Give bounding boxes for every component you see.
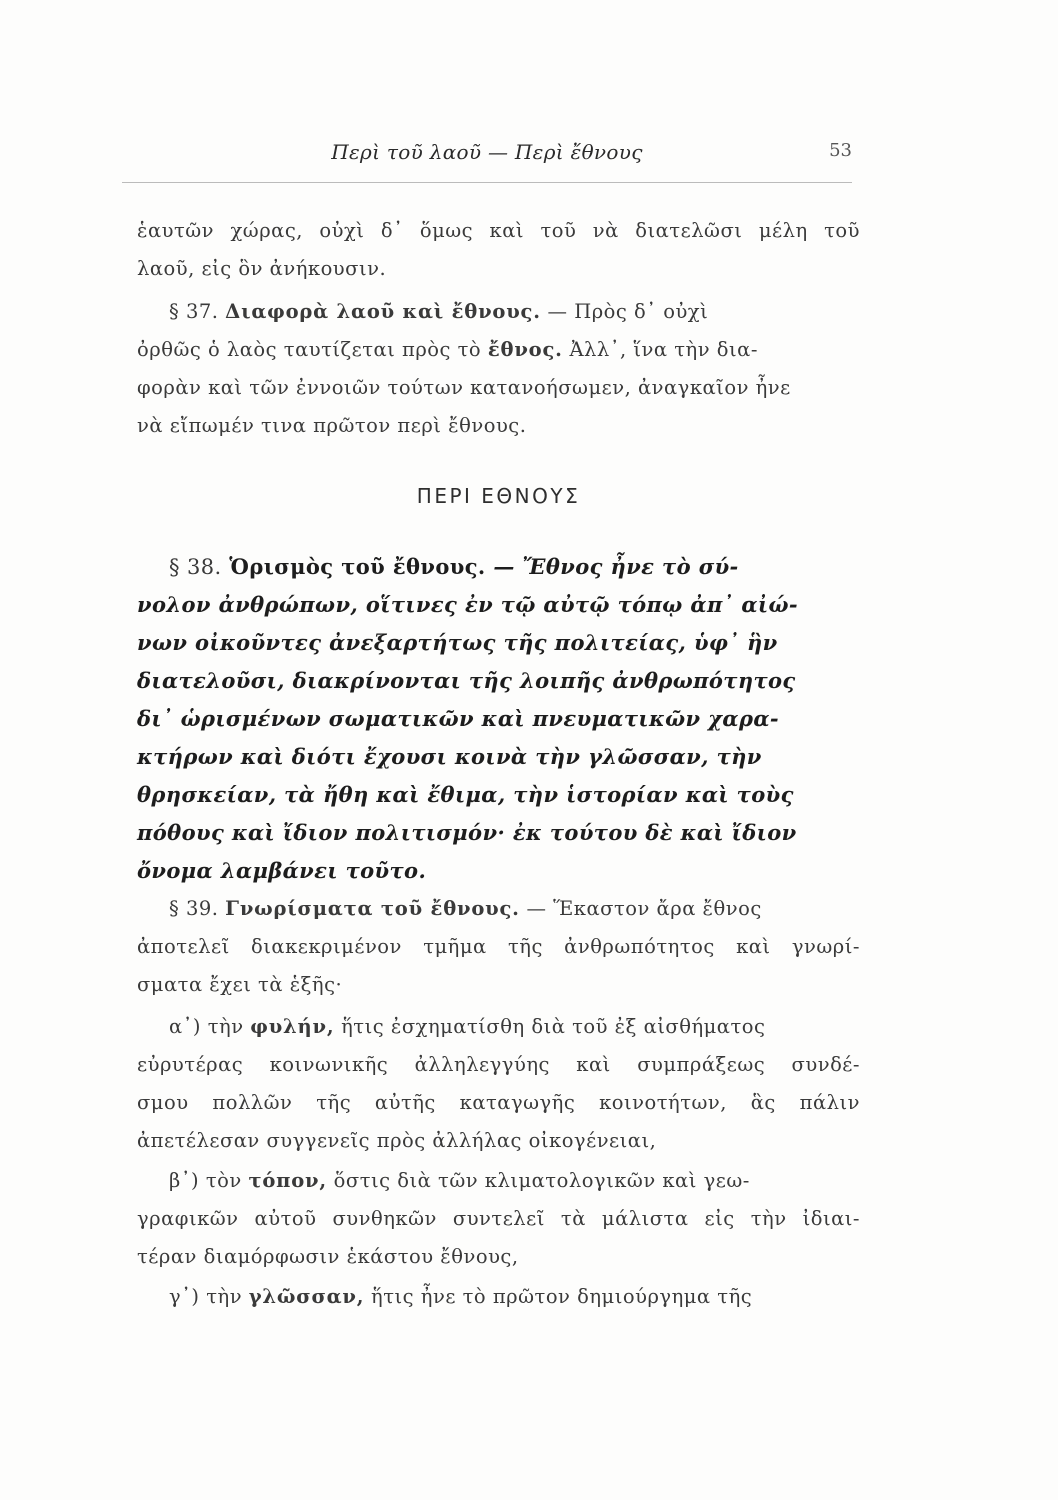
text-run: — Ἔθνος ἦνε τὸ σύ- (493, 554, 739, 579)
bold-term: γλῶσσαν, (248, 1285, 365, 1308)
text-line: εὐρυτέρας κοινωνικῆς ἀλληλεγγύης καὶ συμπράξεως συνδέ- (137, 1053, 860, 1076)
text-run: ὀρθῶς ὁ λαὸς ταυτίζεται πρὸς τὸ (137, 338, 482, 361)
text-run: — Πρὸς δ᾽ οὐχὶ (547, 300, 709, 323)
text-line: σμου πολλῶν τῆς αὐτῆς καταγωγῆς κοινοτήτων, ἃς πάλιν (137, 1091, 860, 1114)
page-number: 53 (829, 140, 852, 161)
text-line: διατελοῦσι, διακρίνονται τῆς λοιπῆς ἀνθρωπότητος (137, 668, 796, 693)
section-38 (137, 548, 860, 890)
section-title: ΠΕΡΙ ΕΘΝΟΥΣ (416, 484, 581, 508)
text-line: σματα ἔχει τὰ ἑξῆς· (137, 973, 343, 996)
text-line: νων οἰκοῦντες ἀνεξαρτήτως τῆς πολιτείας, ὑφ᾽ ἣν (137, 630, 778, 655)
text-run: ὅστις διὰ τῶν κλιματολογικῶν καὶ γεω- (333, 1169, 750, 1192)
text-line: λαοῦ, εἰς ὃν ἀνήκουσιν. (137, 257, 387, 280)
text-run: τὴν (207, 1015, 244, 1038)
text-line: δι᾽ ὡρισμένων σωματικῶν καὶ πνευματικῶν χαρα- (137, 706, 779, 731)
text-line (137, 548, 860, 586)
text-run: — Ἕκαστον ἄρα ἔθνος (526, 897, 762, 920)
paragraph-continuation (137, 212, 860, 288)
text-line: θρησκείαν, τὰ ἤθη καὶ ἔθιμα, τὴν ἱστορίαν καὶ τοὺς (137, 782, 794, 807)
text-line: κτήρων καὶ διότι ἔχουσι κοινὰ τὴν γλῶσσαν, τὴν (137, 744, 762, 769)
text-line (137, 890, 860, 928)
header-rule (122, 182, 852, 183)
text-run: ἥτις ἦνε τὸ πρῶτον δημιούργημα τῆς (371, 1285, 753, 1308)
text-line (137, 1162, 860, 1200)
section-39 (137, 890, 860, 1004)
text-line (137, 293, 860, 331)
text-line: τέραν διαμόρφωσιν ἑκάστου ἔθνους, (137, 1245, 519, 1268)
text-line (137, 331, 860, 369)
running-title: Περὶ τοῦ λαοῦ — Περὶ ἔθνους (331, 140, 643, 164)
text-run: τὴν (206, 1285, 243, 1308)
text-line: πόθους καὶ ἴδιον πολιτισμόν· ἐκ τούτου δὲ καὶ ἴδιον (137, 820, 797, 845)
text-run: ἥτις ἐσχηματίσθη διὰ τοῦ ἐξ αἰσθήματος (341, 1015, 766, 1038)
list-item-b (137, 1162, 860, 1276)
section-number: § 38. (169, 555, 222, 579)
text-line: ἀπετέλεσαν συγγενεῖς πρὸς ἀλλήλας οἰκογένειαι, (137, 1129, 657, 1152)
text-line: γραφικῶν αὐτοῦ συνθηκῶν συντελεῖ τὰ μάλιστα εἰς τὴν ἰδιαι- (137, 1207, 860, 1230)
text-line: ἑαυτῶν χώρας, οὐχὶ δ᾽ ὅμως καὶ τοῦ νὰ διατελῶσι μέλη τοῦ (137, 219, 860, 242)
section-heading-37: Διαφορὰ λαοῦ καὶ ἔθνους. (225, 300, 541, 323)
text-line: ὄνομα λαμβάνει τοῦτο. (137, 858, 427, 883)
list-item-a (137, 1008, 860, 1160)
list-marker: β᾽) (169, 1169, 200, 1192)
text-line: φορὰν καὶ τῶν ἐννοιῶν τούτων κατανοήσωμεν, ἀναγκαῖον ἦνε (137, 376, 791, 399)
text-run: τὸν (205, 1169, 242, 1192)
section-heading-39: Γνωρίσματα τοῦ ἔθνους. (225, 897, 520, 920)
text-line (137, 1278, 860, 1316)
text-line: νολον ἀνθρώπων, οἵτινες ἐν τῷ αὐτῷ τόπῳ ἀπ᾽ αἰώ- (137, 592, 798, 617)
bold-term: φυλήν, (250, 1015, 335, 1038)
text-line: νὰ εἴπωμέν τινα πρῶτον περὶ ἔθνους. (137, 414, 527, 437)
text-run: Ἀλλ᾽, ἵνα τὴν δια- (569, 338, 758, 361)
bold-term: τόπον, (248, 1169, 327, 1192)
section-number: § 37. (169, 300, 219, 323)
text-line (137, 1008, 860, 1046)
bold-term-ethnos: ἔθνος. (487, 338, 563, 361)
list-item-c (137, 1278, 860, 1316)
page-header (122, 140, 852, 186)
list-marker: α᾽) (169, 1015, 202, 1038)
list-marker: γ᾽) (169, 1285, 200, 1308)
section-heading-38: Ὁρισμὸς τοῦ ἔθνους. (229, 554, 486, 579)
section-number: § 39. (169, 897, 219, 920)
section-37 (137, 293, 860, 445)
text-line: ἀποτελεῖ διακεκριμένον τμῆμα τῆς ἀνθρωπότητος καὶ γνωρί- (137, 935, 860, 958)
